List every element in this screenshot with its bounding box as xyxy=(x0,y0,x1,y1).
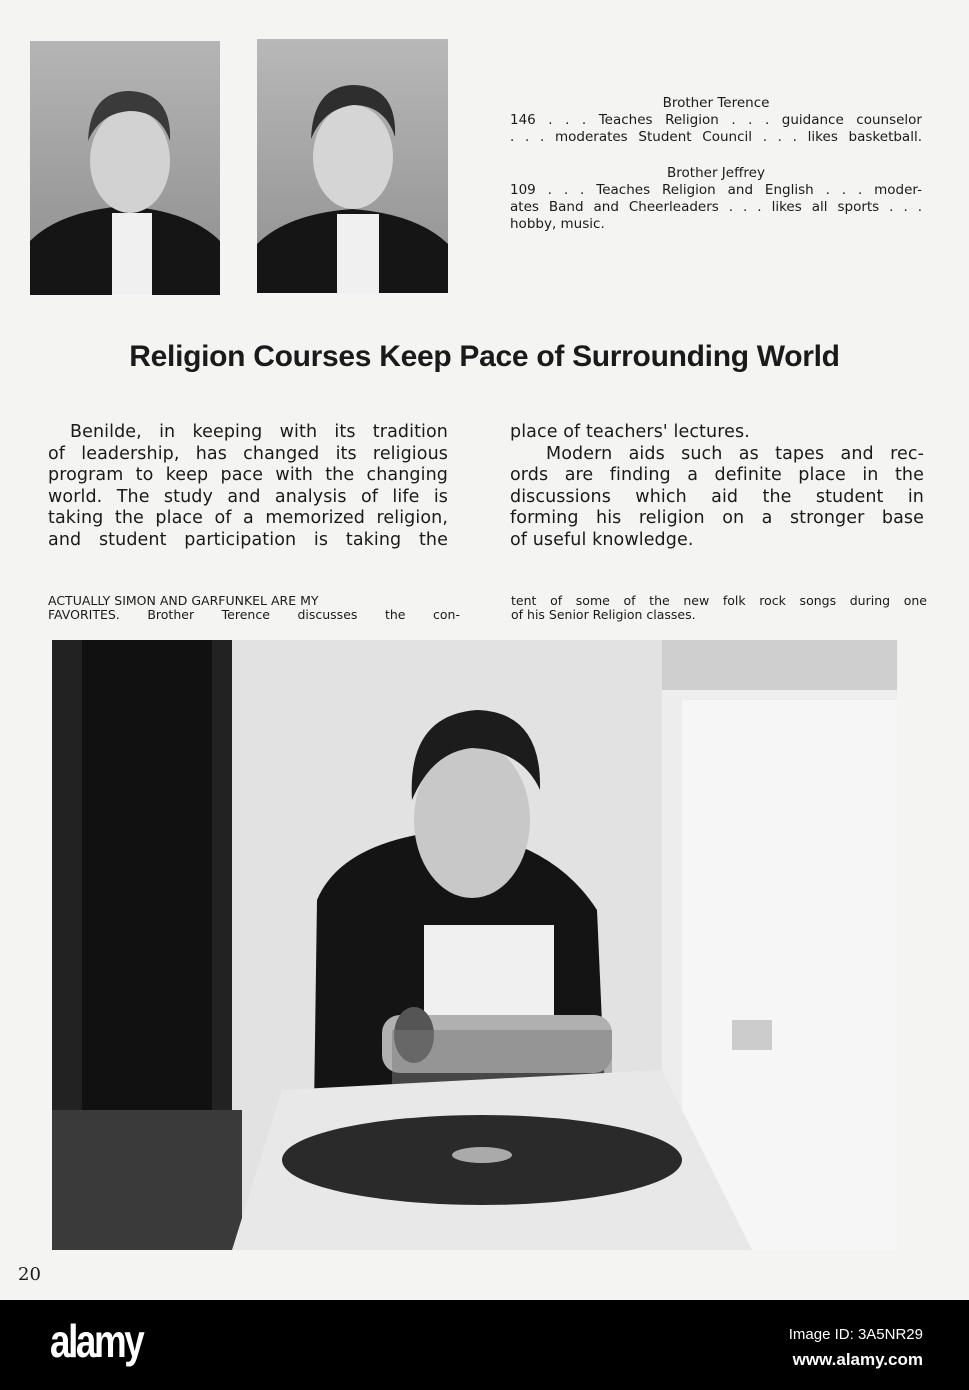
site-link[interactable]: www.alamy.com xyxy=(792,1350,923,1369)
photo-caption-left xyxy=(48,594,460,622)
bio-line: 146 . . . Teaches Religion . . . guidance counselor xyxy=(510,112,922,128)
body-line: taking the place of a memorized religion, xyxy=(48,508,448,529)
bio-name: Brother Terence xyxy=(662,95,770,111)
caption-line: of his Senior Religion classes. xyxy=(511,607,696,622)
caption-line: ACTUALLY SIMON AND GARFUNKEL ARE MY xyxy=(48,593,319,608)
bio-line: . . . moderates Student Council . . . likes basketball. xyxy=(510,129,922,145)
caption-line: FAVORITES. Brother Terence discusses the con- xyxy=(48,607,460,622)
bio-brother-terence xyxy=(510,95,922,146)
main-photo-brother-terence-record-player xyxy=(52,640,897,1250)
portrait-figure-icon xyxy=(30,41,220,295)
page-number: 20 xyxy=(18,1264,41,1285)
bio-line: ates Band and Cheerleaders . . . likes all sports . . . xyxy=(510,199,922,215)
body-line: discussions which aid the student in xyxy=(510,486,924,507)
alamy-logo: alamy xyxy=(50,1315,143,1367)
body-line: world. The study and analysis of life is xyxy=(48,486,448,507)
watermark-banner xyxy=(0,1300,969,1390)
body-line: and student participation is taking the xyxy=(48,529,448,550)
bio-line: 109 . . . Teaches Religion and English . . . moder- xyxy=(510,182,922,198)
body-line: place of teachers' lectures. xyxy=(510,422,750,442)
photo-caption-right xyxy=(511,594,927,622)
body-column-left xyxy=(48,422,448,552)
body-line: of useful knowledge. xyxy=(510,529,694,550)
bio-name: Brother Jeffrey xyxy=(667,165,765,181)
caption-line: tent of some of the new folk rock songs during one xyxy=(511,593,927,608)
body-line: Modern aids such as tapes and rec- xyxy=(546,443,924,464)
portrait-brother-jeffrey xyxy=(257,39,448,293)
portrait-brother-terence xyxy=(30,41,220,295)
article-title: Religion Courses Keep Pace of Surrounding World xyxy=(129,340,840,373)
body-line: of leadership, has changed its religious xyxy=(48,443,448,464)
body-line: program to keep pace with the changing xyxy=(48,465,448,486)
body-line: Benilde, in keeping with its tradition xyxy=(70,422,448,442)
photo-scene-icon xyxy=(52,640,897,1250)
portrait-figure-icon xyxy=(257,39,448,293)
body-line: ords are finding a definite place in the xyxy=(510,465,924,486)
body-line: forming his religion on a stronger base xyxy=(510,508,924,529)
body-column-right xyxy=(510,422,924,552)
bio-brother-jeffrey xyxy=(510,165,922,233)
bio-line: hobby, music. xyxy=(510,216,605,232)
image-id: Image ID: 3A5NR29 xyxy=(788,1326,923,1343)
